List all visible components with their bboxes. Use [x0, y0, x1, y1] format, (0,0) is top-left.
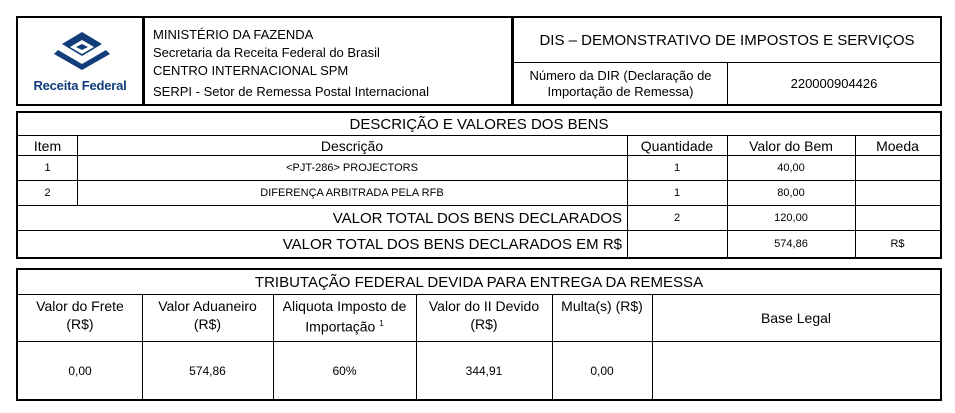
taxes-table — [16, 268, 942, 401]
footnote-marker: 1 — [379, 319, 384, 328]
total-brl-currency: R$ — [890, 238, 905, 250]
row-value: 80,00 — [777, 187, 805, 199]
receita-federal-emblem-icon — [50, 30, 114, 74]
org-line-ministry: MINISTÉRIO DA FAZENDA — [153, 27, 314, 42]
org-line-center: CENTRO INTERNACIONAL SPM — [153, 63, 349, 78]
dis-block — [512, 16, 942, 106]
row-item-number: 2 — [44, 187, 51, 199]
row-quantity: 1 — [673, 162, 681, 174]
col-header-legal-basis: Base Legal — [760, 310, 832, 326]
col-header-customs-value: Valor Aduaneiro (R$) — [158, 298, 257, 332]
col-header-currency: Moeda — [876, 137, 919, 154]
goods-section-title: DESCRIÇÃO E VALORES DOS BENS — [349, 115, 609, 133]
col-header-quantity: Quantidade — [640, 137, 714, 154]
organization-block — [143, 16, 513, 106]
ii-due-value: 344,91 — [465, 363, 503, 378]
row-item-number: 1 — [44, 162, 51, 174]
dir-label-line1: Número da DIR (Declaração de — [529, 68, 712, 83]
total-value: 120,00 — [774, 212, 808, 224]
taxes-section-title: TRIBUTAÇÃO FEDERAL DEVIDA PARA ENTREGA DA REMESSA — [254, 273, 704, 291]
dir-number-label — [514, 64, 727, 104]
logo-text: Receita Federal — [33, 77, 127, 93]
total-brl-value: 574,86 — [774, 238, 808, 250]
document-title: DIS – DEMONSTRATIVO DE IMPOSTOS E SERVIÇOS — [539, 31, 915, 49]
row-description: <PJT-286> PROJECTORS — [286, 162, 418, 174]
dir-label-line2: Importação de Remessa) — [547, 84, 694, 99]
col-header-item: Item — [33, 137, 62, 154]
customs-value: 574,86 — [189, 363, 226, 378]
col-header-ii-due: Valor do II Devido (R$) — [428, 298, 540, 332]
row-quantity: 1 — [673, 187, 681, 199]
total-declared-label: VALOR TOTAL DOS BENS DECLARADOS — [332, 209, 622, 227]
fines-value: 0,00 — [590, 363, 614, 378]
table-row — [18, 181, 77, 205]
org-line-sector: SERPI - Setor de Remessa Postal Internacional — [153, 84, 430, 99]
col-header-value: Valor do Bem — [749, 137, 833, 154]
col-header-description: Descrição — [320, 137, 384, 154]
goods-table — [16, 111, 942, 259]
row-value: 40,00 — [777, 162, 805, 174]
row-description: DIFERENÇA ARBITRADA PELA RFB — [260, 187, 444, 199]
total-brl-label: VALOR TOTAL DOS BENS DECLARADOS EM R$ — [282, 235, 622, 253]
freight-value: 0,00 — [68, 363, 92, 378]
total-quantity: 2 — [673, 212, 681, 224]
import-rate-value: 60% — [332, 363, 357, 378]
row-currency — [855, 181, 940, 205]
table-row — [18, 156, 77, 180]
row-currency — [855, 156, 940, 180]
col-header-fines: Multa(s) (R$) — [561, 298, 643, 314]
org-line-secretariat: Secretaria da Receita Federal do Brasil — [153, 45, 380, 60]
col-header-import-rate: Aliquota Imposto de Importação $^1$ — [282, 298, 407, 335]
legal-basis-value — [652, 342, 940, 399]
dir-number-value: 220000904426 — [790, 76, 878, 91]
col-header-freight: Valor do Frete (R$) — [36, 298, 124, 332]
receita-federal-logo — [16, 16, 144, 106]
